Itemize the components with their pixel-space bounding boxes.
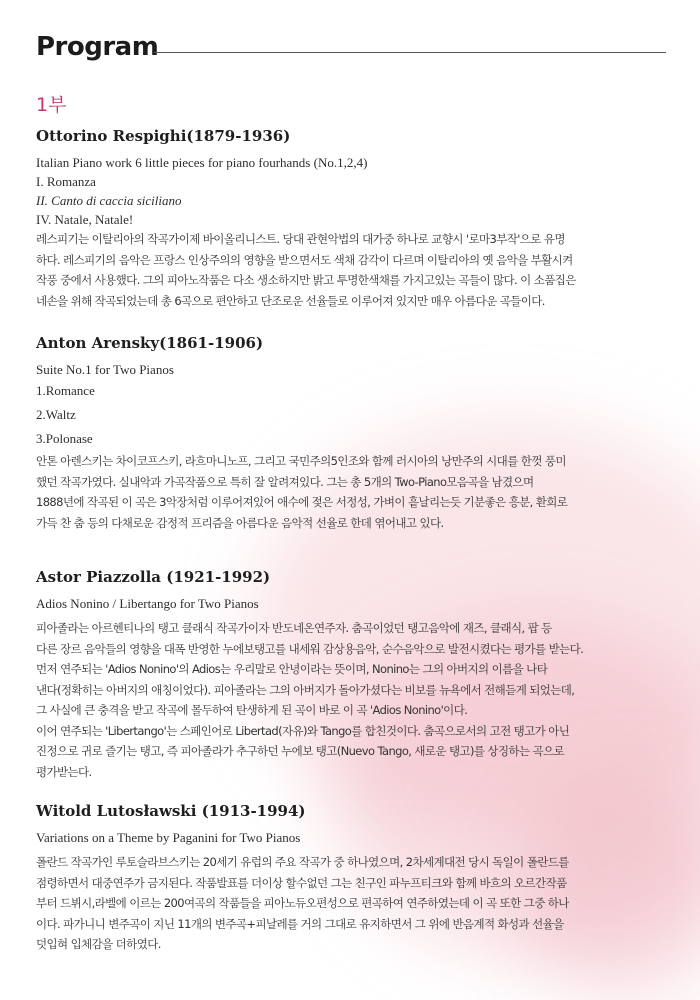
description-line: 이다. 파가니니 변주곡이 지닌 11개의 변주곡+피날레를 거의 그대로 유지하면서 그 위에 반음계적 화성과 선율을 — [36, 916, 564, 931]
program-piece-respighi — [36, 127, 676, 311]
work-title: Adios Nonino / Libertango for Two Pianos — [36, 596, 259, 611]
composer-name: Anton Arensky(1861-1906) — [36, 334, 264, 352]
composer-name: Witold Lutosławski (1913-1994) — [36, 802, 306, 820]
description-line: 안톤 아렌스키는 차이코프스키, 라흐마니노프, 그리고 국민주의5인조와 함께 러시아의 낭만주의 시대를 한껏 풍미 — [36, 454, 566, 468]
program-piece-arensky — [36, 334, 676, 533]
movement: IV. Natale, Natale! — [36, 212, 134, 227]
description-line: 했던 작곡가였다. 실내악과 가곡작품으로 특히 잘 알려져있다. 그는 총 5개의 Two-Piano모음곡을 남겼으며 — [36, 474, 534, 489]
description-line: 폴란드 작곡가인 루토슬라브스키는 20세기 유럽의 주요 작곡가 중 하나였으며, 2차세계대전 당시 독일이 폴란드를 — [36, 855, 569, 869]
description-line: 그 사실에 큰 충격을 받고 작곡에 몰두하여 탄생하게 된 곡이 바로 이 곡 'Adios Nonino'이다. — [36, 703, 468, 717]
description-line: 평가받는다. — [36, 764, 92, 779]
program-piece-lutoslawski — [36, 802, 676, 955]
description-line: 부터 드뷔시,라벨에 이르는 200여곡의 작품들을 피아노듀오편성으로 편곡하여 연주하였는데 이 곡 또한 그중 하나 — [36, 896, 569, 910]
composer-name: Ottorino Respighi(1879-1936) — [36, 127, 291, 145]
description-line: 점령하면서 대중연주가 금지된다. 작품발표를 더이상 할수없던 그는 친구인 파누프티크와 함께 바흐의 오르간작품 — [36, 875, 567, 890]
movement: 3.Polonase — [36, 431, 93, 446]
piece-description — [36, 852, 676, 955]
description-line: 피아졸라는 아르헨티나의 탱고 클래식 작곡가이자 반도네온연주자. 춤곡이었던 탱고음악에 재즈, 클래식, 팝 등 — [36, 621, 552, 635]
piece-description — [36, 451, 676, 533]
page-title: Program — [36, 32, 159, 62]
description-line: 가득 찬 춤 등의 다채로운 감정적 프리즘을 아름다운 음악적 선율로 한데 엮어내고 있다. — [36, 515, 444, 530]
movement: 2.Waltz — [36, 407, 76, 422]
program-piece-piazzolla — [36, 568, 676, 782]
movement: 1.Romance — [36, 383, 95, 398]
description-line: 진정으로 귀로 즐기는 탱고, 즉 피아졸라가 추구하던 누에보 탱고(Nuevo Tango, 새로운 탱고)를 상징하는 곡으로 — [36, 744, 565, 758]
work-title: Italian Piano work 6 little pieces for piano fourhands (No.1,2,4) — [36, 155, 368, 170]
description-line: 하다. 레스피기의 음악은 프랑스 인상주의의 영향을 받으면서도 색채 감각이 다르며 이탈리아의 옛 음악을 부활시켜 — [36, 252, 573, 267]
program-header — [36, 32, 666, 72]
movement: II. Canto di caccia siciliano — [36, 193, 182, 208]
description-line: 먼저 연주되는 'Adios Nonino'의 Adios는 우리말로 안녕이라는 뜻이며, Nonino는 그의 아버지의 이름을 나타 — [36, 662, 548, 676]
description-line: 덧입혀 입체감을 더하였다. — [36, 937, 161, 951]
description-line: 낸다(정확히는 아버지의 애칭이었다). 피아졸라는 그의 아버지가 돌아가셨다는 비보를 뉴욕에서 전해듣게 되었는데, — [36, 682, 575, 697]
movement: I. Romanza — [36, 174, 96, 189]
description-line: 다른 장르 음악들의 영향을 대폭 반영한 누에보탱고를 내세워 감상용음악, 순수음악으로 발전시켰다는 평가를 받는다. — [36, 641, 584, 656]
work-title: Suite No.1 for Two Pianos — [36, 362, 174, 377]
piece-description — [36, 229, 676, 311]
composer-name: Astor Piazzolla (1921-1992) — [36, 568, 271, 586]
description-line: 1888년에 작곡된 이 곡은 3악장처럼 이루어져있어 애수에 젖은 서정성, 가벼이 흩날리는듯 기분좋은 흥분, 환희로 — [36, 495, 568, 509]
title-divider — [154, 52, 666, 53]
description-line: 네손을 위해 작곡되었는데 총 6곡으로 편안하고 단조로운 선율들로 이루어져 있지만 매우 아름다운 곡들이다. — [36, 293, 545, 308]
description-line: 작풍 중에서 사용했다. 그의 피아노작품은 다소 생소하지만 밝고 투명한색채를 가지고있는 곡들이 많다. 이 소품집은 — [36, 273, 576, 287]
description-line: 이어 연주되는 'Libertango'는 스페인어로 Libertad(자유)와 Tango를 합친것이다. 춤곡으로서의 고전 탱고가 아닌 — [36, 723, 570, 738]
work-title: Variations on a Theme by Paganini for Two Pianos — [36, 830, 301, 845]
piece-description — [36, 618, 676, 782]
part-label: 1부 — [36, 94, 67, 116]
description-line: 레스피기는 이탈리아의 작곡가이제 바이올리니스트. 당대 관현악법의 대가중 하나로 교향시 '로마3부작'으로 유명 — [36, 232, 565, 246]
